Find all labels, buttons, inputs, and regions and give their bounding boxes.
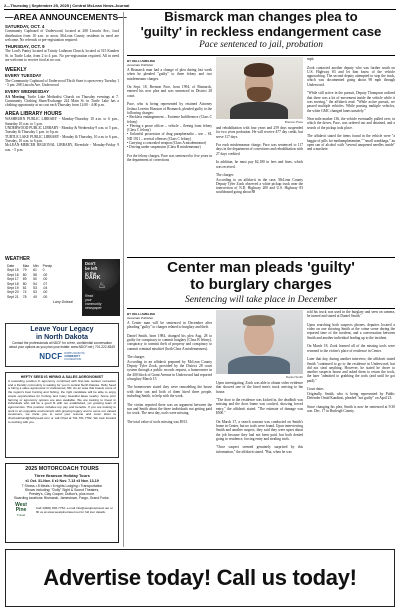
weather-row — [5, 295, 54, 299]
weekly-aa-text: , Turtle Lake Methodist Church on Thursday evenings at 7. Community Clothing Share/Exchange — [5, 94, 119, 103]
library-item: WASHBURN PUBLIC LIBRARY - Monday-Thursday 10 a.m. to 6 p.m., Saturday 10 a.m. to 1 p.m. — [5, 117, 119, 126]
story2-col1 — [127, 312, 212, 424]
advertise-banner — [5, 549, 395, 607]
story-1 — [127, 10, 395, 50]
story2-col3 — [307, 310, 395, 413]
weather-cell: 0 — [42, 268, 45, 273]
weather-cell: .00 — [42, 294, 48, 299]
tours-footer — [8, 503, 116, 518]
masthead: 2—Thursday | September 25, 2025 | Central McLean News-Journal — [4, 3, 130, 8]
weather-cell: 53 — [33, 286, 37, 291]
weather-cell: Sept 16 — [7, 272, 19, 277]
weather-header: Min — [33, 264, 39, 268]
weather-cell: .00 — [42, 290, 48, 295]
weather-header: Precip — [42, 264, 53, 268]
weather-cell: .04 — [42, 286, 48, 291]
library-list — [5, 117, 119, 151]
story2-deck: Sentencing will take place in December — [184, 294, 338, 305]
dark-ad-tag: newspaper — [85, 306, 102, 310]
weather-credit: Larry Dolezal — [53, 300, 73, 305]
ndcf-logo-mark: NDCF — [39, 351, 63, 361]
story2-headline — [127, 260, 395, 293]
story2-byline: BY KELLI AMELING — [127, 312, 156, 316]
library-item: McLEAN-MERCER REGIONAL LIBRARY, Riverdale - Monday-Friday 9 a.m. - 5 p.m. — [5, 143, 119, 152]
dark-ad-headline — [85, 262, 101, 281]
ndcf-body: Contact the professionals at NDCF for a free, confidential conversation about your options as you plan your estate: www.NDCF.net | 701-222-8349 — [9, 341, 115, 349]
announcement-date: SATURDAY, OCT. 4 — [5, 24, 45, 29]
library-item: UNDERWOOD PUBLIC LIBRARY - Monday & Wednesday 9 a.m. to 5 p.m., Tuesday & Thursday 1 p.m. to 6 p.m. — [5, 126, 119, 135]
tours-dates: ♦1 Oct. 31-Nov. 6 ♦2 Nov. 7-13 ♦3 Nov. 13-19 — [25, 479, 99, 483]
weather-cell: .07 — [42, 281, 48, 286]
weekly-wednesday-body — [5, 95, 119, 108]
weather-header: Max — [22, 264, 30, 268]
announcement-date: THURSDAY, OCT. 9 — [5, 44, 45, 50]
ndcf-logo-line: FOUNDATION — [64, 357, 82, 361]
hiring-ad — [5, 372, 119, 458]
story-2 — [127, 260, 395, 305]
weather-cell: 58 — [33, 272, 37, 277]
dark-ad-line: DARK — [85, 275, 101, 282]
weather-cell: Sept 18 — [7, 281, 19, 286]
tours-detail-line: Shows including: "Dolly" Sight & Sound Theatres, — [24, 488, 100, 492]
story1-byrole: Associate Publisher — [127, 63, 154, 67]
weather-cell: 78 — [22, 294, 27, 299]
dark-ad-tag: community — [85, 302, 102, 306]
announcements-title: —AREA ANNOUNCEMENTS— — [5, 12, 127, 22]
tours-detail-line: Boarding locations: Bismarck, Jamestown, Fargo, Grand Forks. — [14, 496, 110, 500]
ndcf-logo-text — [64, 352, 84, 361]
story2-body-col1: A Center man will be sentenced in December after pleading "guilty" to charges related to burglary and theft. Daniel Smith, born 1984, changed his plea Aug. 28 to guilty for conspiracy to commit burglary (Class B felony), conspiracy to commit theft of property and conspiracy to commit criminal mischief (both Class A misdemeanors). The charges According to an affidavit prepared by McLean County Deputy Tyler Zook, provided by the District 28 court system through a public records request, a homeowner in the 200 block of Grant Avenue in Underwood had reported a burglary March 15. The homeowner stated they were remodeling the house with their son and both of them hired three people, including Smith, to help with the work. The victim reported there was an argument between the son and Smith about the three individuals not getting paid for work. The next day, tools were missing. The total value of tools missing was $913. — [127, 321, 212, 424]
mugshot-shoulders — [228, 356, 290, 374]
dark-ad — [82, 259, 120, 316]
dark-ad-tag: Read — [85, 294, 94, 298]
ndcf-logo-line: COMMUNITY — [64, 354, 81, 358]
story1-rule — [127, 55, 395, 56]
headline-line: to burglary charges — [190, 275, 332, 293]
announcement-item — [5, 45, 119, 62]
dark-ad-line: Don't — [85, 261, 96, 266]
library-item: TURTLE LAKE PUBLIC LIBRARY - Monday & Thursday, 10 a.m. to 6 p.m., Tuesday, 10 a.m. to 6 p.m. — [5, 134, 119, 143]
weather-cell: 54 — [33, 281, 37, 286]
headline-line: 'guilty' in reckless endangerment case — [140, 23, 382, 39]
story-divider — [127, 257, 395, 258]
weather-title: WEATHER — [5, 256, 30, 262]
mugshot-hair — [243, 315, 275, 326]
dark-ad-tag: your — [85, 298, 92, 302]
weather-cell: 50 — [33, 277, 37, 282]
advertise-text: Advertise today! Call us today! — [43, 565, 357, 590]
story1-body-col3: mph. Zook contacted another deputy who was further south on U.S. Highway 83 and let him know of the vehicle approaching. The second deputy attempted to stop the truck, which was documented going about 98 mph through Underwood. "While still active in the pursuit, Deputy Thompson radioed that there was a lot of movement inside the vehicle while it was moving," the affidavit read. "While active pursuit, we passed multiple vehicles. While passing multiple vehicles, the white GMC changed lanes unsafely." Near mile marker 136, the vehicle eventually pulled over, in which the driver, Pace, was ordered out and detained, and a search of the pickup took place. The affidavit stated the items found in the vehicle were "a baggie of pills for methamphetamine," "small crankbags," an open can of alcohol with "several unopened needles inside" and a machete. — [307, 57, 395, 152]
logo-word: West — [15, 502, 27, 508]
weather-cell: 81 — [22, 286, 27, 291]
weather-cell: 80 — [22, 281, 27, 286]
mugshot-hair — [244, 63, 274, 77]
weather-cell: Sept 15 — [7, 268, 19, 273]
story1-photo-caption: Brenton Pace — [284, 120, 303, 124]
story1-byline: BY KELLI AMELING — [127, 59, 156, 63]
ndcf-title-line: in North Dakota — [35, 333, 89, 341]
dark-ad-line: be left — [85, 265, 98, 271]
column-divider — [123, 12, 124, 547]
weather-cell: 61 — [33, 268, 37, 273]
logo-word: Pine — [15, 507, 27, 513]
story1-body-col2: and rehabilitation with four years and 259 days suspended for two years probation. He will receive 477 day credit, but serve 117 days. For each misdemeanor charge, Pace was sentenced to 117 days in the department of corrections and rehabilitation with 27 days credited. In addition, he must pay $2,180 in fees and fines, which was received. The charges According to an affidavit in the case, McLean County Deputy Tyler Zook observed a white pickup truck near the intersection of N.D. Highway 200 and U.S. Highway 83 southbound going about 88 — [216, 126, 303, 195]
announcement-body: Community Cupboard of Underwood, located at 208 Lincoln Ave., food distribution from 10 a.m. to noon. McLean County residents in need are welcome. No referrals or pre-registration required. — [5, 29, 119, 42]
tours-detail-line: 7 Shows • 8 Meals • 6 nights Lodging • Transportation — [21, 484, 103, 488]
weather-cell: Sept 20 — [7, 290, 19, 295]
tours-subtitle: Three Branson Holiday Tours — [34, 473, 90, 478]
story2-body-col2: Upon investigating, Zook was able to obtain video evidence that showed one of the hired men's truck arriving to the house. "The door to the residence was kicked in, the deadbolt was missing and the door frame was cracked, showing forced entry," the affidavit stated. "The estimate of damage was $500." On March 17, a search warrant was conducted on Smith's home in Center, but no tools were found. Upon interviewing Smith and another suspect, they said they were upset about the job because they had not been paid, but both denied going to residence, forcing entry and stealing tools. "Once suspect seemed genuinely surprised by this information," the affidavit stated. "But, when he was — [216, 381, 303, 454]
weather-header: Date — [7, 264, 15, 268]
logo-word: Travel — [16, 513, 26, 517]
weather-cell: 80 — [22, 272, 27, 277]
announcement-body: The Lord's Pantry located at Trinity Lutheran Church, located at 515 Kandert St. in Turtle Lake, from 2 to 4 p.m. No pre-registration required. All in need are welcome to receive food at no cost. — [5, 49, 119, 63]
story2-byrole: Associate Publisher — [127, 316, 154, 320]
story1-col1 — [127, 59, 212, 163]
weekly-wednesday-head: EVERY WEDNESDAY — [5, 89, 49, 95]
weather-cell: 49 — [33, 294, 37, 299]
weekly-aa-heading: AA Meeting — [5, 94, 25, 99]
weather-table — [5, 264, 54, 299]
west-pine-logo — [8, 503, 34, 518]
weather-cell: Sept 21 — [7, 294, 19, 299]
weekly-tuesday-body: The Community Cupboard of Underwood Thrift Store is open every Tuesday 1 - 5 pm. 208 Lincoln Ave. Underwood — [5, 78, 119, 87]
weather-cell: Sept 17 — [7, 277, 19, 282]
library-title: AREA LIBRARY HOURS — [5, 111, 62, 118]
mugshot-beard — [247, 87, 271, 102]
weather-cell: .00 — [42, 272, 48, 277]
tours-details — [8, 484, 116, 500]
story1-deck: Pace sentenced to jail, probation — [199, 40, 323, 50]
tours-title: 2025 MOTORCOACH TOURS — [25, 466, 99, 472]
weather-box — [5, 256, 79, 304]
story2-photo — [216, 310, 303, 374]
weather-cell: 69 — [22, 277, 27, 282]
headline-line: Center man pleads 'guilty' — [167, 259, 355, 276]
story1-col3 — [307, 57, 395, 152]
story2-body-col3: told his truck was used in the burglary and seen on camera, he turned and stared at Daniel Smith." Upon searching both suspects phones, deputies located a video on one showing Smith at the crime scene during the reported time of the incident, and a conversation between Smith and another individual leading up to the incident. On March 18, Zook learned all of the missing tools were returned to the victim's place of residence in Center. Later that day, during another interview, the affidavit stated Smith "continued to go to the residence in Underwood, but did not steal anything. However, he stated he drove to another suspects house and asked them to return the tools, the later "admitted to grabbing the tools (and until he got paid)." Court dates Originally, Smith, who is being represented by Public Defender Omid Kandinsi, pleaded "not guilty" on April 23. Since changing his plea, Smith is now be sentenced at 9:30 a.m. Dec. 17 in Burleigh County. — [307, 310, 395, 413]
story1-headline — [127, 10, 395, 39]
weather-cell: Sept 19 — [7, 286, 19, 291]
tours-contact: Call 1(800) 846-7752, e-mail info@westpinetravel.net or fill us at www.westpinetravel.net for full tour details. — [36, 505, 113, 514]
hiring-title: HEFTY SEED IS HIRING A SALES AGRONOMIST — [20, 375, 104, 379]
ndcf-logo-line: NORTH DAKOTA — [64, 351, 85, 355]
weather-cell: 74 — [22, 290, 27, 295]
dark-ad-tagline — [85, 294, 102, 310]
story2-photo-caption: Daniel Smith — [285, 375, 303, 379]
weekly-clothing-text: 224 Main St. in Turtle Lake has a clothing opportunity at no cost each Thursday from 12:00 - 4:00 p.m. — [5, 98, 119, 108]
story1-col2 — [216, 126, 303, 195]
left-column — [5, 12, 127, 152]
candle-icon: ♨ — [98, 280, 107, 290]
ndcf-title-line: Leave Your Legacy — [30, 326, 94, 333]
dark-ad-line: in the — [85, 270, 97, 276]
hiring-body: A rewarding position in agronomy combined with first-rate outdoor recreation and a friendly community is waiting for you in central North Dakota. Hefty Seed is hiring a sales agronomist in Underwood, ND. As an area that boasts some of the region's best hunting and fishing, the right candidate will be able to enjoy ample opportunities for hunting and many beautiful lakes nearby. Some prior farming or agronomy options are also available. We are looking to invest in individuals who will be a good fit with our established, yet growing team of agronomists. This position includes top pay and benefits. If you are looking to work in an enjoyable environment with growing legacy and to serve our valued customers, we invite you to send your resume and cover letter to chad.wahlund@heftyseed.com or call Chad at 701-791-7782. We look forward to working with you. — [8, 379, 116, 424]
tours-ad — [5, 463, 119, 543]
weather-cell: .00 — [42, 277, 48, 282]
weather-cell: 53 — [33, 290, 37, 295]
mugshot-shoulders — [230, 102, 288, 119]
weekly-title: WEEKLY — [5, 67, 27, 74]
ndcf-logo — [8, 352, 116, 361]
story1-photo — [216, 57, 303, 119]
ndcf-title — [8, 326, 116, 341]
story2-col2 — [216, 381, 303, 454]
announcement-item — [5, 25, 119, 42]
tours-detail-line: Presley's, Clay Cooper, Dutton's, plus more. — [28, 492, 96, 496]
weather-cell: 79 — [22, 268, 27, 273]
story2-rule — [127, 308, 395, 309]
weekly-tuesday-head: EVERY TUESDAY — [5, 73, 42, 79]
story1-body-col1: A Bismarck man had a change of plea during last week when he pleaded "guilty" to three felony and two misdemeanor charges. On Sept. 18, Brenton Pace, born 1994, of Bismarck, entered his new plea and was sentenced in District 28 court. Pace, who is being represented by retained Attorney Joshua Lovetro Houston of Bismarck, pleaded guilty to the following charges: • Reckless endangerment – Extreme Indifference (Class C felony) • Fleeing a peace officer – vehicle – fleeing from felony (Class C felony) • Unlawful possession of drug paraphernalia – use – SL ND 1911 – several offenses (Class C felony) • Carrying a concealed weapon (Class A misdemeanor) • Driving under suspension (Class B misdemeanor) For the felony charges, Pace was sentenced to five years in the department of corrections — [127, 68, 212, 163]
ndcf-ad — [5, 323, 119, 367]
headline-line: Bismarck man changes plea to — [164, 9, 358, 24]
